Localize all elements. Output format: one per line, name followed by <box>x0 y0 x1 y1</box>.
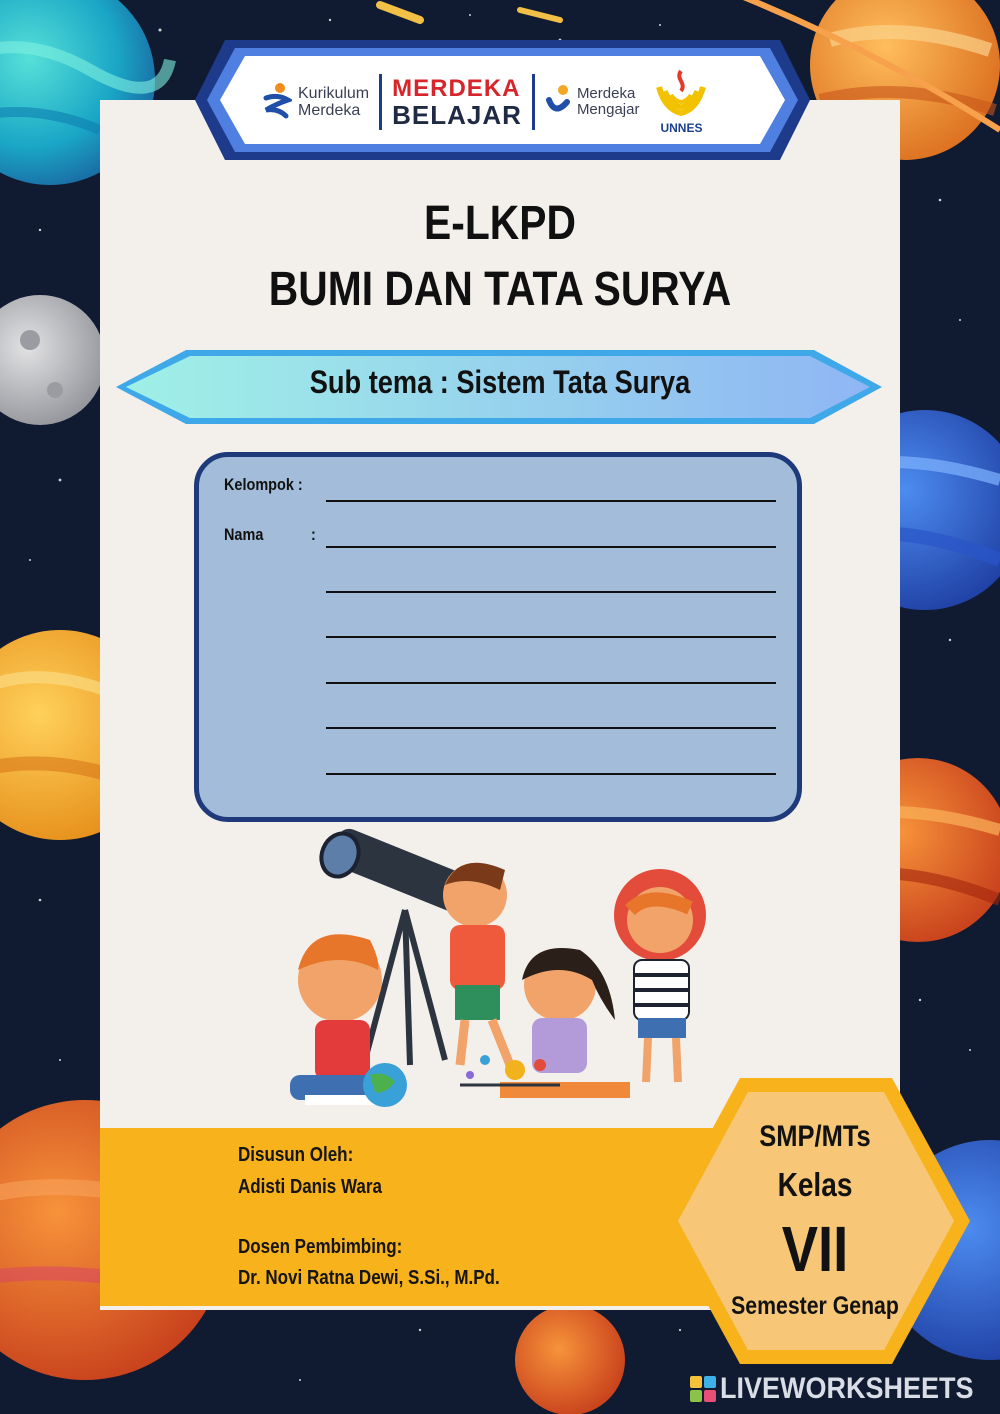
kelas-label: Kelas <box>777 1166 853 1203</box>
unnes-logo <box>653 69 709 135</box>
nama-input-line-5[interactable] <box>326 727 776 729</box>
liveworksheets-watermark <box>690 1372 1000 1406</box>
globe-icon <box>363 1063 407 1107</box>
nama-input-line-3[interactable] <box>326 636 776 638</box>
merdeka-belajar-line1: MERDEKA <box>392 75 521 102</box>
kelompok-input-line[interactable] <box>326 500 776 502</box>
disusun-label: Disusun Oleh: <box>238 1144 354 1166</box>
unnes-emblem-icon <box>653 69 709 121</box>
kelompok-label: Kelompok : <box>224 475 303 494</box>
logo-divider <box>379 74 382 130</box>
kurikulum-merdeka-logo <box>262 82 369 122</box>
nama-input-line-2[interactable] <box>326 591 776 593</box>
merdeka-belajar-line2: BELAJAR <box>392 100 522 130</box>
grade-number: VII <box>781 1213 849 1285</box>
kurikulum-merdeka-icon <box>262 82 292 122</box>
boy-standing-illustration <box>443 863 510 1065</box>
unnes-label: UNNES <box>660 121 703 135</box>
semester-label: Semester Genap <box>731 1292 899 1320</box>
astronaut-kid-illustration <box>614 869 706 1082</box>
merdeka-mengajar-logo <box>545 82 640 122</box>
merdeka-mengajar-icon <box>545 82 571 122</box>
dosen-label: Dosen Pembimbing: <box>238 1236 403 1258</box>
logo-divider <box>532 74 535 130</box>
merdeka-mengajar-line1: Merdeka <box>576 85 636 102</box>
nama-label: Nama <box>224 525 264 544</box>
merdeka-belajar-logo <box>392 76 522 128</box>
title-line1: E-LKPD <box>424 197 576 250</box>
merdeka-text: Merdeka <box>298 102 361 119</box>
nama-input-line-4[interactable] <box>326 682 776 684</box>
header-logos <box>262 62 742 142</box>
nama-input-line-1[interactable] <box>326 546 776 548</box>
watermark-text: LIVEWORKSHEETS <box>720 1372 974 1405</box>
school-level: SMP/MTs <box>759 1120 871 1153</box>
merdeka-mengajar-line2: Mengajar <box>576 101 640 118</box>
nama-colon: : <box>311 525 316 544</box>
author-name: Adisti Danis Wara <box>238 1176 382 1198</box>
subtema-title: Sub tema : Sistem Tata Surya <box>309 364 691 400</box>
title-line2: BUMI DAN TATA SURYA <box>268 263 732 316</box>
dosen-name: Dr. Novi Ratna Dewi, S.Si., M.Pd. <box>238 1267 500 1289</box>
nama-input-line-6[interactable] <box>326 773 776 775</box>
liveworksheets-icon <box>690 1376 716 1402</box>
kurikulum-text: Kurikulum <box>298 85 370 102</box>
